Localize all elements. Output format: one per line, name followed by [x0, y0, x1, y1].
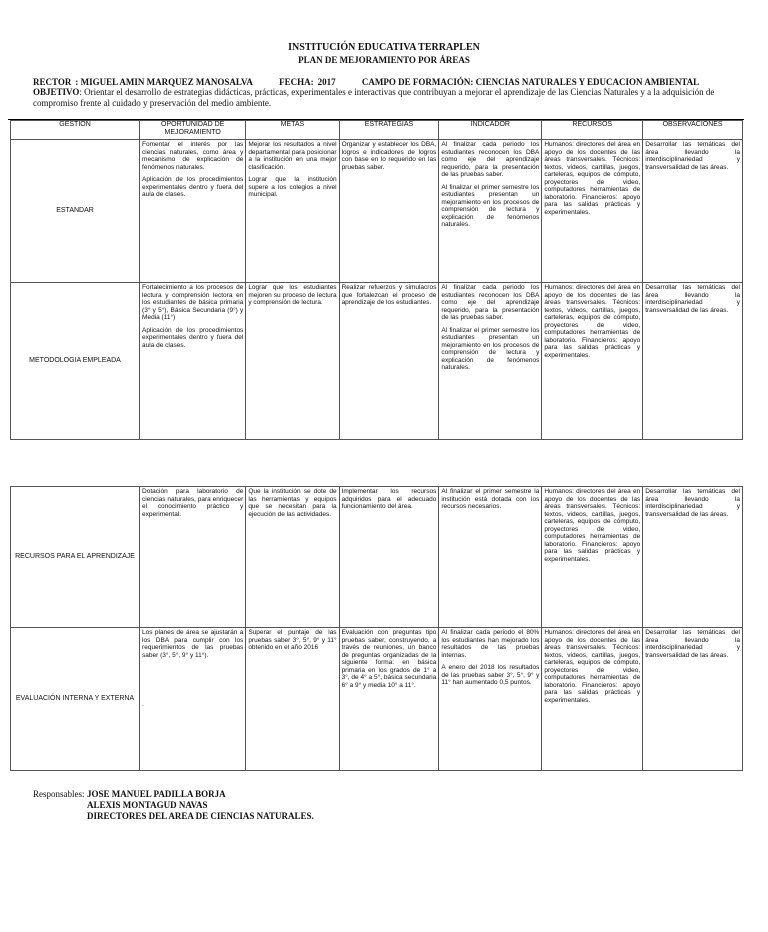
- rector-name: : MIGUEL AMIN MARQUEZ MANOSALVA: [75, 77, 253, 87]
- cell-oportunidad: Los planes de área se ajustarán a los DBA para cumplir con los requerimientos de las pruebas saber (3°, 5°, 9° y 11°). .: [140, 628, 246, 771]
- col-header-metas: METAS: [246, 121, 339, 140]
- cell-metas: Que la institución se dote de las herramientas y equipos que se necesitan para la ejecución de las actividades.: [246, 487, 339, 628]
- cell-indicador: Al finalizar cada periodo los estudiantes reconocen los DBA como eje del aprendizaje requerido, para la presentación de las pruebas saber. Al finalizar el primer semestre los estudiantes presentan un mejoramiento en los procesos de comprensión de lectura y explicación de fenómenos naturales.: [439, 283, 542, 440]
- cell-oportunidad: Dotación para laboratorio de ciencias naturales, para enriquecer el conocimiento práctico y experimental.: [140, 487, 246, 628]
- row-gestion-label: EVALUACIÓN INTERNA Y EXTERNA: [11, 628, 140, 771]
- campo-value: : CIENCIAS NATURALES Y EDUCACION AMBIENTAL: [470, 77, 700, 87]
- col-header-indicador: INDICADOR: [439, 121, 542, 140]
- cell-recursos: Humanos: directores del área en apoyo de los docentes de las áreas transversales. Técnicos: textos, videos, cartillas, juegos, carteleras, equipos de cómputo, proyectores de video, computadores herramientas de laboratorio. Financieros: apoyo para las salidas prácticas y experimentales.: [542, 628, 643, 771]
- cell-observaciones: Desarrollar las temáticas del área llevando la interdisciplinariedad y transversalidad de las áreas.: [643, 487, 743, 628]
- row-gestion-label: METODOLOGIA EMPLEADA: [11, 283, 140, 440]
- responsable-1: JOSE MANUEL PADILLA BORJA: [87, 789, 226, 799]
- table-header-row: [11, 121, 743, 140]
- table-row: [11, 487, 743, 628]
- cell-indicador: Al finalizar el primer semestre la institución está dotada con los recursos necesarios.: [439, 487, 542, 628]
- cell-recursos: Humanos: directores del área en apoyo de los docentes de las áreas transversales. Técnicos: textos, videos, cartillas, juegos, carteleras, equipos de cómputo, proyectores de video, computadores herramientas de laboratorio. Financieros: apoyo para las salidas prácticas y experimentales.: [542, 487, 643, 628]
- row-gestion-label: RECURSOS PARA EL APRENDIZAJE: [11, 487, 140, 628]
- cell-estrategias: Evaluación con preguntas tipo pruebas saber, construyendo, a través de reuniones, un banco de preguntas organizadas de la siguiente forma: en básica primaria en los grados de 1° a 3°, de 4° a 5°, básica secundaria 6° a 9° y media 10° a 11°.: [339, 628, 439, 771]
- col-header-recursos: RECURSOS: [542, 121, 643, 140]
- table-row: [11, 628, 743, 771]
- plan-title: PLAN DE MEJORAMIENTO POR ÁREAS: [298, 55, 470, 65]
- cell-observaciones: Desarrollar las temáticas del área llevando la interdisciplinariedad y transversalidad de las áreas.: [643, 140, 743, 283]
- fecha-label: FECHA:: [279, 77, 314, 87]
- table-row: [11, 283, 743, 440]
- cell-estrategias: Implementar los recursos adquiridos para el adecuado funcionamiento del área.: [339, 487, 439, 628]
- col-header-observaciones: OBSERVACIONES: [643, 121, 743, 140]
- responsable-2: ALEXIS MONTAGUD NAVAS: [87, 800, 208, 810]
- responsables-label: Responsables:: [33, 789, 85, 799]
- cell-estrategias: Realizar refuerzos y simulacros que fortalezcan el proceso de aprendizaje de los estudiantes.: [339, 283, 439, 440]
- cell-indicador: Al finalizar cada periodo los estudiantes reconocen los DBA como eje del aprendizaje requerido, para la presentación de las pruebas saber. Al finalizar el primer semestre los estudiantes presentan un mejoramiento en los procesos de comprensión de lectura y explicación de fenómenos naturales.: [439, 140, 542, 283]
- cell-metas: Mejorar los resultados a nivel departamental para posicionar a la institución en una mejor clasificación. Lograr que la institución supere a los colegios a nivel municipal.: [246, 140, 339, 283]
- cell-metas: Superar el puntaje de las pruebas saber 3°, 5°, 9° y 11° obtenido en el año 2016: [246, 628, 339, 771]
- cell-oportunidad: Fortalecimiento a los procesos de lectura y comprensión lectora en los estudiantes de básica primaria (3° y 5°), Básica Secundaria (9°) y Media (11°) Aplicación de los procedimientos experimentales dentro y fuera del aula de clases.: [140, 283, 246, 440]
- col-header-oportunidad: OPORTUNIDAD DE MEJORAMIENTO: [140, 121, 246, 140]
- col-header-gestion: GESTION: [11, 121, 140, 140]
- campo-label: CAMPO DE FORMACIÓN: [361, 77, 471, 87]
- cell-estrategias: Organizar y establecer los DBA, logros e indicadores de logros con base en lo requerido en las pruebas saber.: [339, 140, 439, 283]
- cell-observaciones: Desarrollar las temáticas del área llevando la interdisciplinariedad y transversalidad de las áreas.: [643, 283, 743, 440]
- row-gestion-label: ESTANDAR: [11, 140, 140, 283]
- cell-oportunidad: Fomentar el interés por las ciencias naturales, como área y mecanismo de explicación de fenómenos naturales. Aplicación de los procedimientos experimentales dentro y fuera del aula de clases.: [140, 140, 246, 283]
- fecha-value: 2017: [317, 77, 336, 87]
- plan-table-part-2: [10, 486, 743, 771]
- cell-observaciones: Desarrollar las temáticas del área llevando la interdisciplinariedad y transversalidad de las áreas.: [643, 628, 743, 771]
- col-header-estrategias: ESTRATEGIAS: [339, 121, 439, 140]
- objective-paragraph: [33, 87, 743, 109]
- objetivo-text: : Orientar el desarrollo de estrategias didácticas, prácticas, experimentales e interactivas que contribuyan a mejorar el aprendizaje de las Ciencias Naturales y a la adquisición de compromiso frente al cuidado y preservación del medio ambiente.: [33, 87, 715, 108]
- responsable-3: DIRECTORES DEL AREA DE CIENCIAS NATURALES.: [87, 811, 314, 821]
- table-row: [11, 140, 743, 283]
- institution-title: INSTITUCIÓN EDUCATIVA TERRAPLEN: [288, 42, 480, 53]
- rector-label: RECTOR: [33, 77, 72, 87]
- cell-indicador: Al finalizar cada periodo el 80% los estudiantes han mejorado los resultados de las pruebas internas. A enero del 2018 los resultados de las pruebas saber 3°, 5°, 9° y 11° han aumentado 0,5 puntos.: [439, 628, 542, 771]
- cell-metas: Lograr que los estudiantes mejoren su proceso de lectura y comprensión de lectura.: [246, 283, 339, 440]
- cell-recursos: Humanos: directores del área en apoyo de los docentes de las áreas transversales. Técnicos: textos, videos, cartillas, juegos, carteleras, equipos de cómputo, proyectores de video, computadores herramientas de laboratorio. Financieros: apoyo para las salidas prácticas y experimentales.: [542, 283, 643, 440]
- objetivo-label: OBJETIVO: [33, 87, 80, 97]
- plan-table-part-1: [10, 120, 743, 440]
- cell-recursos: Humanos: directores del área en apoyo de los docentes de las áreas transversales. Técnicos: textos, videos, cartillas, juegos, carteleras, equipos de cómputo, proyectores de video, computadores herramientas de laboratorio. Financieros: apoyo para las salidas prácticas y experimentales.: [542, 140, 643, 283]
